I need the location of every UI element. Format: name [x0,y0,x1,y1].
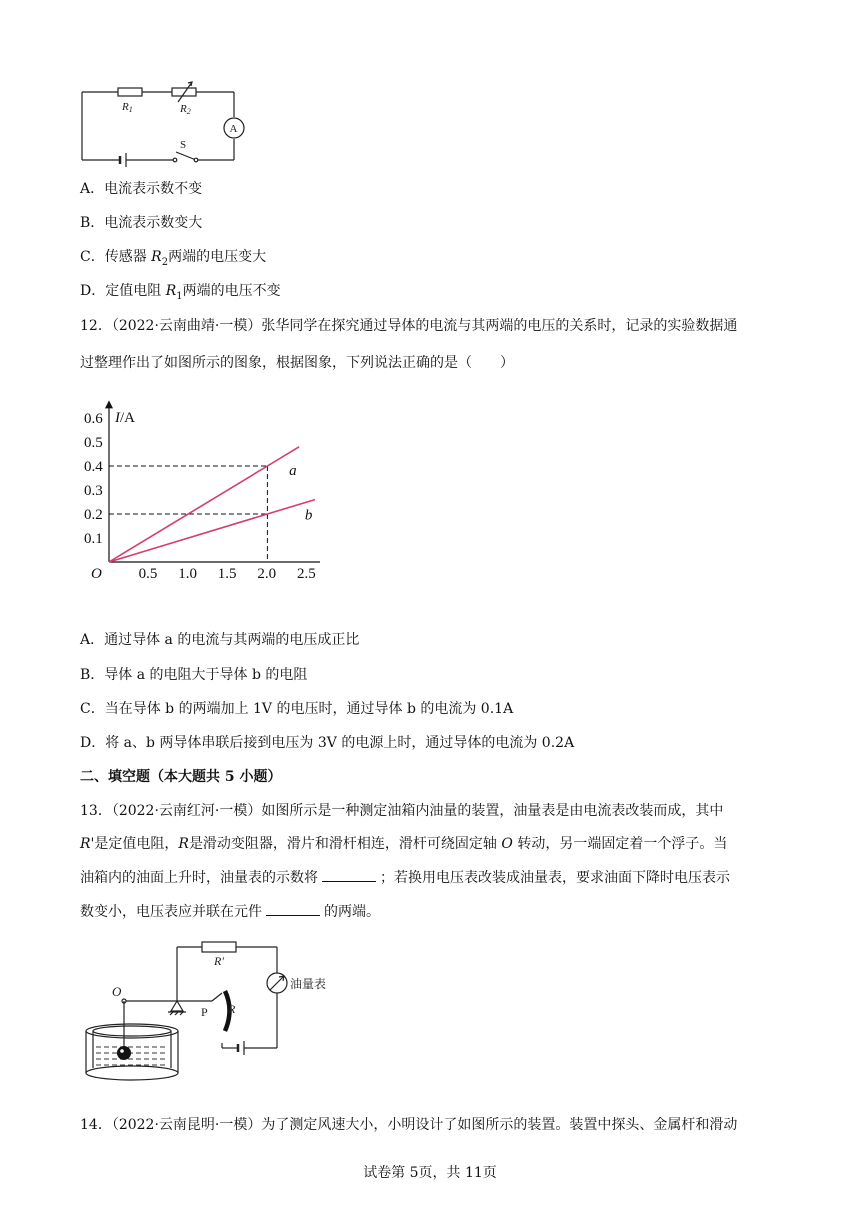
y-tick-label: 0.1 [84,531,103,547]
origin-label: O [91,566,102,582]
series-line-b [109,500,315,562]
x-tick-label: 2.5 [297,566,316,582]
q12-stem-line2: 过整理作出了如图所示的图象，根据图象，下列说法正确的是（ ） [80,355,514,371]
q11-option-b[interactable]: B．电流表示数变大 [80,215,203,231]
rheostat-label: R [228,1002,236,1016]
q14-stem-line1: 14．（2022·云南昆明·一模）为了测定风速大小，小明设计了如图所示的装置。装置中探头、金属杆和滑动 [80,1117,738,1133]
q13-stem-line2: R'是定值电阻，R是滑动变阻器，滑片和滑杆相连，滑杆可绕固定轴 O 转动，另一端固定着一个浮子。当 [80,836,728,852]
series-label-a: a [289,462,297,479]
q11-option-d[interactable]: D．定值电阻 $R_1$两端的电压不变 [80,283,281,302]
q13-stem-line3: 油箱内的油面上升时，油量表的示数将 ；若换用电压表改装成油量表，要求油面下降时电压表示 [80,867,730,888]
switch-label: S [180,139,187,151]
section-heading: 二、填空题（本大题共 5 小题） [80,769,282,785]
q11-option-c[interactable]: C．传感器 $R_2$两端的电压变大 [80,249,267,268]
q13-stem-line4: 数变小，电压表应并联在元件 的两端。 [80,901,380,922]
series-line-a [109,447,299,562]
q12-option-d[interactable]: D．将 a、b 两导体串联后接到电压为 3V 的电源上时，通过导体的电流为 0.2A [80,735,575,751]
series-circuit-diagram [78,80,248,170]
y-axis-label: I/A [115,410,135,426]
y-tick-label: 0.2 [84,507,103,523]
page-footer: 试卷第 5页，共 11页 [363,1165,497,1181]
x-tick-label: 1.0 [178,566,197,582]
y-axis-arrow [105,400,113,408]
x-tick-label: 1.5 [217,566,237,582]
y-tick-label: 0.3 [84,483,103,499]
current-voltage-chart [80,392,320,592]
fuel-gauge-diagram [82,935,352,1085]
answer-blank-1[interactable] [322,867,376,882]
pivot-label: O [112,984,122,999]
answer-blank-2[interactable] [266,901,320,916]
r2-label: R2 [180,103,191,116]
q12-option-c[interactable]: C．当在导体 b 的两端加上 1V 的电压时，通过导体 b 的电流为 0.1A [80,701,514,717]
q12-option-a[interactable]: A．通过导体 a 的电流与其两端的电压成正比 [80,632,360,648]
slider-label: P [201,1005,208,1019]
x-tick-label: 0.5 [138,566,158,582]
q12-option-b[interactable]: B．导体 a 的电阻大于导体 b 的电阻 [80,667,308,683]
q11-option-a[interactable]: A．电流表示数不变 [80,181,203,197]
r1-label: R1 [122,101,133,114]
ammeter-symbol: A [229,123,238,135]
y-tick-label: 0.4 [84,459,103,475]
series-label-b: b [304,507,313,524]
q12-stem-line1: 12．（2022·云南曲靖·一模）张华同学在探究通过导体的电流与其两端的电压的关系时，记录的实验数据通 [80,318,738,334]
r-prime-label: R′ [214,954,224,968]
fuel-gauge-label: 油量表 [290,977,327,991]
y-tick-label: 0.6 [84,411,103,427]
y-tick-label: 0.5 [84,435,103,451]
q13-stem-line1: 13．（2022·云南红河·一模）如图所示是一种测定油箱内油量的装置，油量表是由电流表改装而成，其中 [80,803,724,819]
x-tick-label: 2.0 [257,566,277,582]
